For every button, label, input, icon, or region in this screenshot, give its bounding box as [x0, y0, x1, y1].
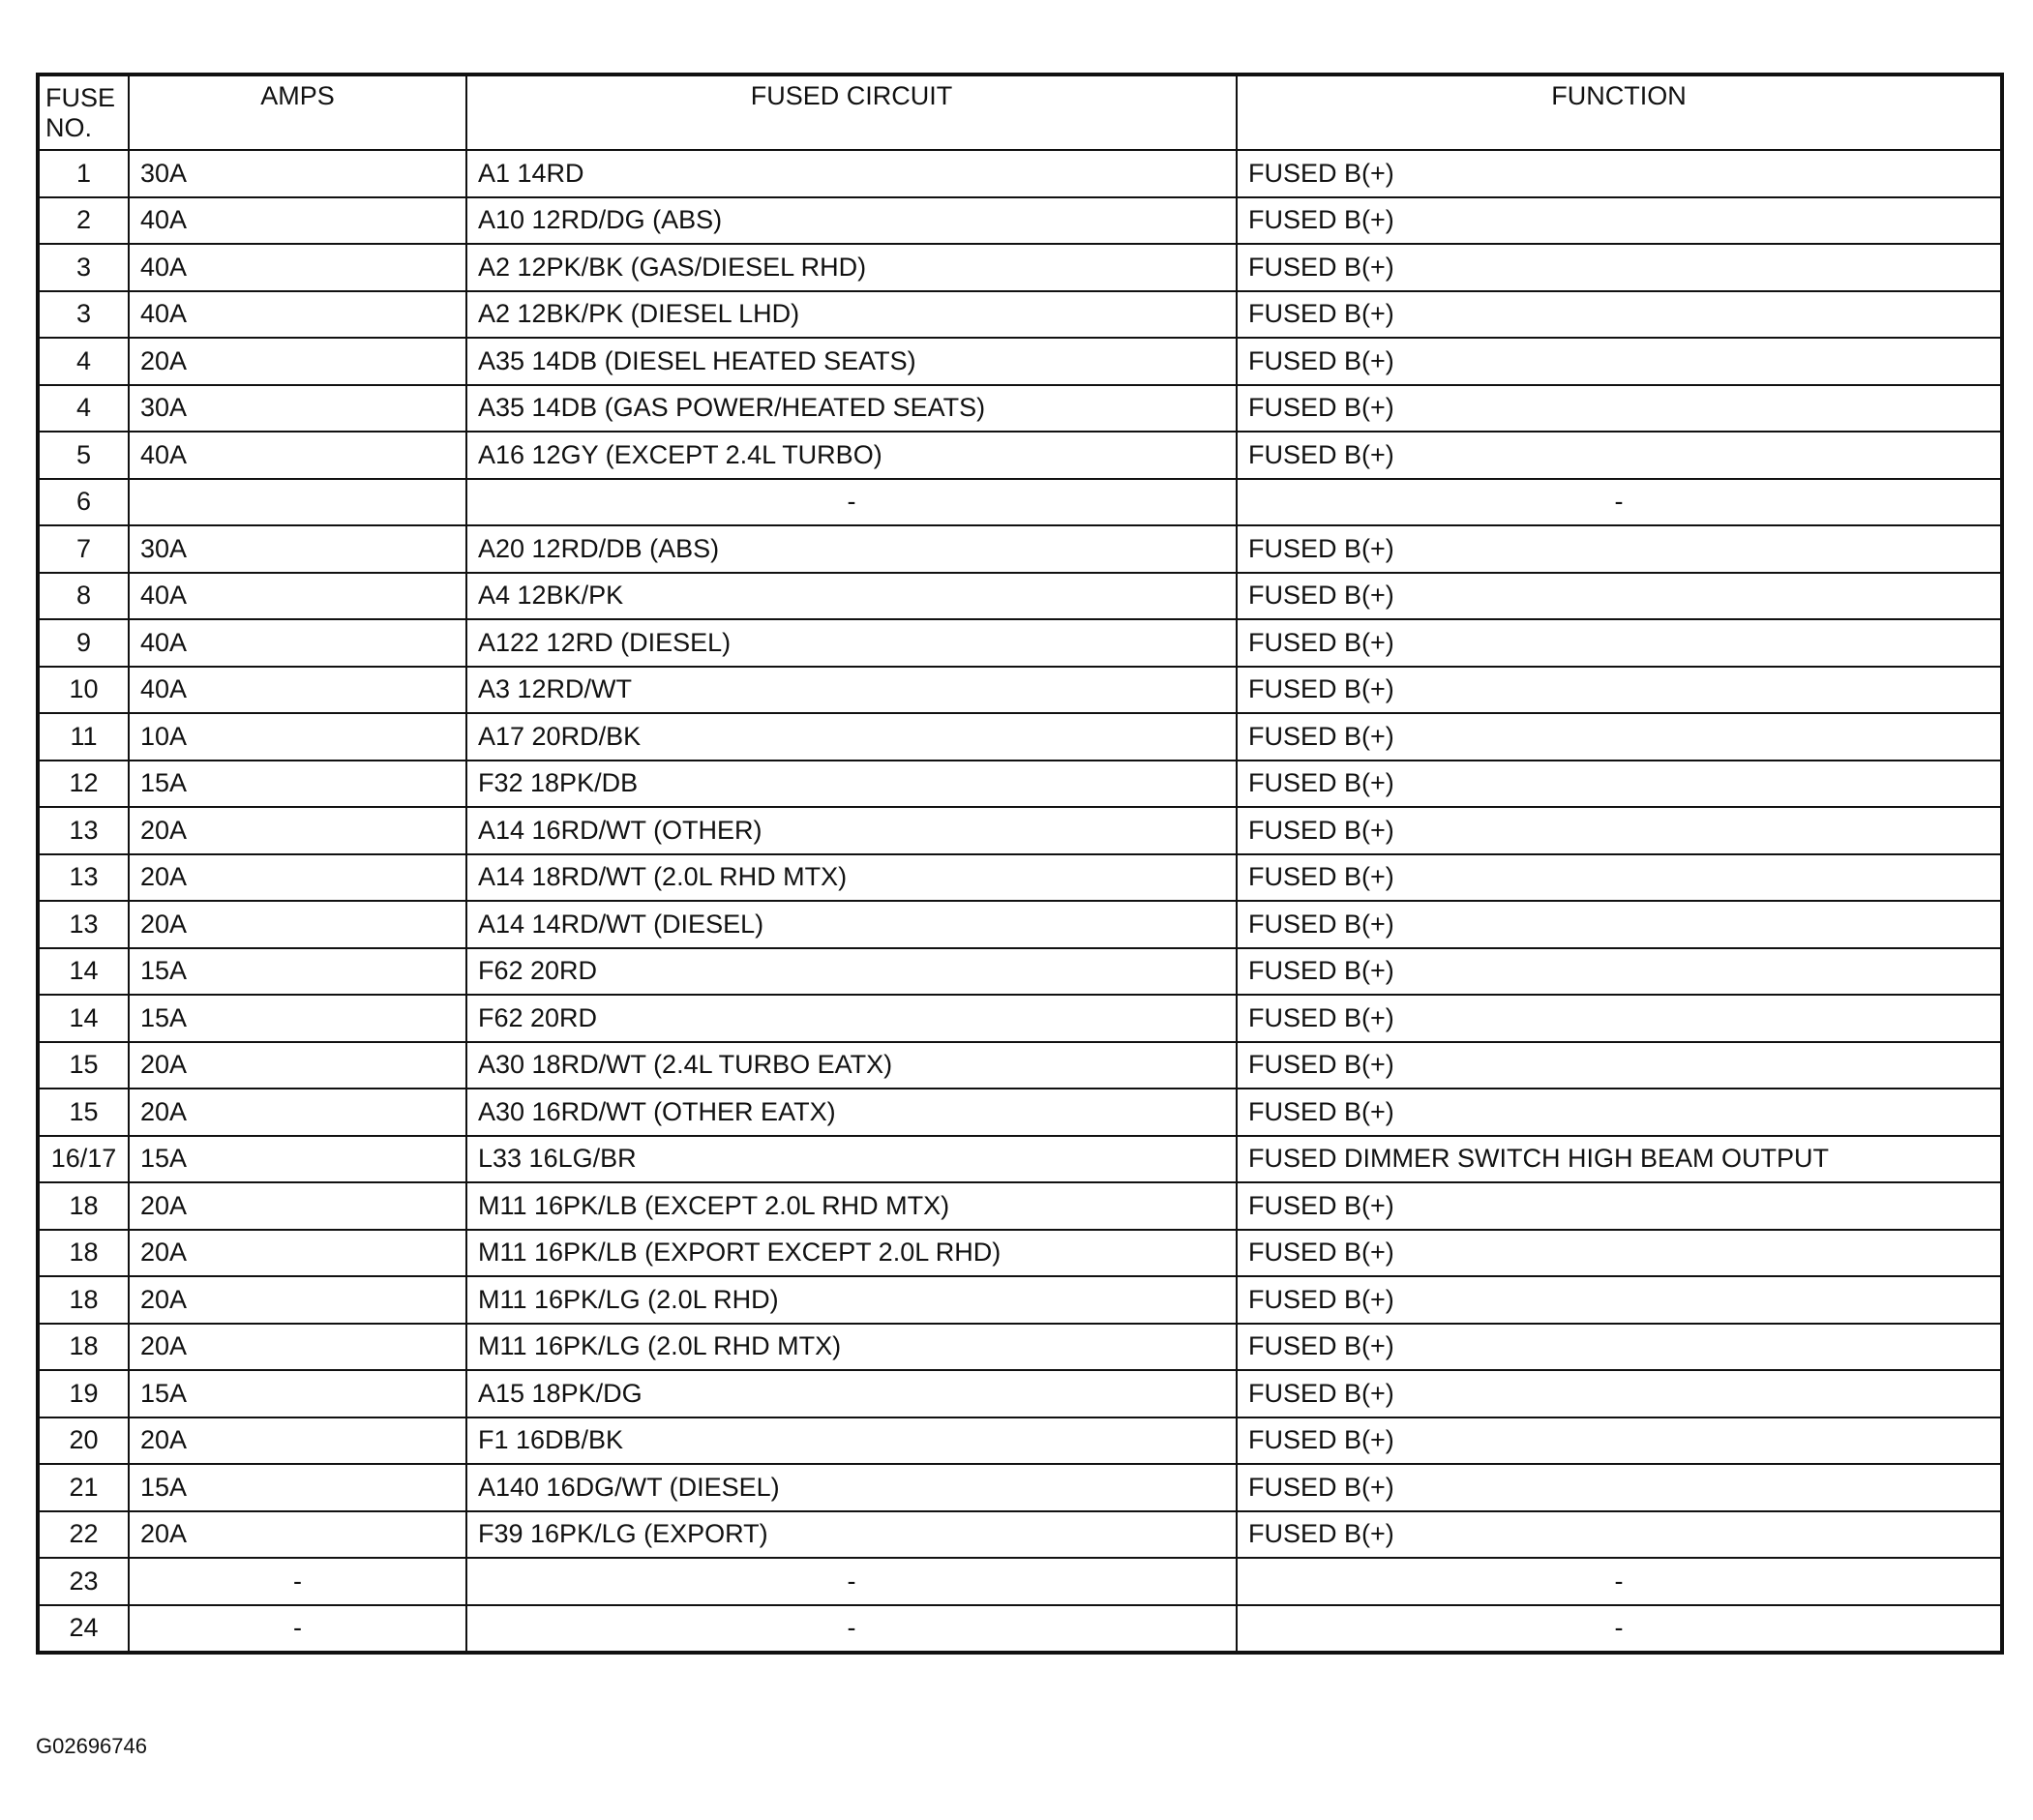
- cell-amps: 40A: [129, 573, 466, 620]
- cell-fused-circuit: A35 14DB (DIESEL HEATED SEATS): [466, 338, 1237, 385]
- cell-function: -: [1237, 479, 2002, 526]
- cell-function: FUSED B(+): [1237, 619, 2002, 667]
- cell-function: FUSED B(+): [1237, 150, 2002, 197]
- table-row: [38, 995, 2002, 1042]
- table-row: [38, 1417, 2002, 1465]
- cell-function: FUSED B(+): [1237, 291, 2002, 339]
- cell-amps: 20A: [129, 1417, 466, 1465]
- cell-fuse-no: 24: [38, 1605, 129, 1654]
- cell-fused-circuit: L33 16LG/BR: [466, 1136, 1237, 1183]
- cell-fused-circuit: -: [466, 479, 1237, 526]
- cell-function: FUSED B(+): [1237, 197, 2002, 245]
- cell-fuse-no: 20: [38, 1417, 129, 1465]
- cell-amps: 20A: [129, 1182, 466, 1230]
- figure-id: G02696746: [36, 1734, 147, 1758]
- cell-amps: 40A: [129, 432, 466, 479]
- cell-amps: 40A: [129, 291, 466, 339]
- header-function: FUNCTION: [1237, 75, 2002, 150]
- cell-fused-circuit: A30 16RD/WT (OTHER EATX): [466, 1089, 1237, 1136]
- cell-function: FUSED B(+): [1237, 338, 2002, 385]
- cell-function: FUSED B(+): [1237, 761, 2002, 808]
- table-row: [38, 1370, 2002, 1417]
- cell-function: FUSED B(+): [1237, 1182, 2002, 1230]
- cell-function: FUSED B(+): [1237, 432, 2002, 479]
- table-row: [38, 1464, 2002, 1511]
- cell-fused-circuit: A3 12RD/WT: [466, 667, 1237, 714]
- header-row: [38, 75, 2002, 150]
- cell-amps: 30A: [129, 150, 466, 197]
- cell-fuse-no: 2: [38, 197, 129, 245]
- cell-function: FUSED B(+): [1237, 1089, 2002, 1136]
- cell-amps: 40A: [129, 619, 466, 667]
- cell-fuse-no: 18: [38, 1182, 129, 1230]
- cell-amps: 20A: [129, 338, 466, 385]
- cell-fused-circuit: M11 16PK/LB (EXPORT EXCEPT 2.0L RHD): [466, 1230, 1237, 1277]
- cell-fuse-no: 13: [38, 807, 129, 854]
- cell-amps: 15A: [129, 948, 466, 996]
- cell-fuse-no: 18: [38, 1276, 129, 1324]
- cell-amps: 20A: [129, 1324, 466, 1371]
- cell-fused-circuit: F32 18PK/DB: [466, 761, 1237, 808]
- header-fused-circuit: FUSED CIRCUIT: [466, 75, 1237, 150]
- table-row: [38, 1042, 2002, 1089]
- cell-function: FUSED B(+): [1237, 1511, 2002, 1559]
- cell-fused-circuit: A20 12RD/DB (ABS): [466, 525, 1237, 573]
- cell-function: FUSED B(+): [1237, 1276, 2002, 1324]
- cell-fused-circuit: A122 12RD (DIESEL): [466, 619, 1237, 667]
- cell-fuse-no: 22: [38, 1511, 129, 1559]
- table-body: [38, 150, 2002, 1653]
- cell-amps: 30A: [129, 385, 466, 433]
- cell-amps: 15A: [129, 995, 466, 1042]
- cell-fused-circuit: F1 16DB/BK: [466, 1417, 1237, 1465]
- table-row: [38, 1605, 2002, 1654]
- cell-fused-circuit: A4 12BK/PK: [466, 573, 1237, 620]
- table-row: [38, 854, 2002, 902]
- cell-amps: 20A: [129, 901, 466, 948]
- table-row: [38, 385, 2002, 433]
- table-row: [38, 432, 2002, 479]
- cell-fuse-no: 11: [38, 713, 129, 761]
- table-row: [38, 291, 2002, 339]
- cell-amps: -: [129, 1558, 466, 1605]
- header-fuse-no-line2: NO.: [45, 113, 93, 143]
- cell-fuse-no: 14: [38, 948, 129, 996]
- cell-fuse-no: 12: [38, 761, 129, 808]
- cell-amps: 15A: [129, 1136, 466, 1183]
- cell-function: -: [1237, 1605, 2002, 1654]
- cell-amps: 20A: [129, 807, 466, 854]
- cell-amps: 15A: [129, 1370, 466, 1417]
- table-row: [38, 1558, 2002, 1605]
- cell-fused-circuit: M11 16PK/LG (2.0L RHD MTX): [466, 1324, 1237, 1371]
- cell-function: FUSED B(+): [1237, 807, 2002, 854]
- table-row: [38, 948, 2002, 996]
- cell-fused-circuit: A16 12GY (EXCEPT 2.4L TURBO): [466, 432, 1237, 479]
- cell-fuse-no: 15: [38, 1089, 129, 1136]
- table-row: [38, 1324, 2002, 1371]
- cell-fused-circuit: A14 16RD/WT (OTHER): [466, 807, 1237, 854]
- cell-fused-circuit: M11 16PK/LB (EXCEPT 2.0L RHD MTX): [466, 1182, 1237, 1230]
- cell-fuse-no: 14: [38, 995, 129, 1042]
- cell-amps: 20A: [129, 854, 466, 902]
- cell-fused-circuit: -: [466, 1558, 1237, 1605]
- cell-fused-circuit: M11 16PK/LG (2.0L RHD): [466, 1276, 1237, 1324]
- cell-fused-circuit: A10 12RD/DG (ABS): [466, 197, 1237, 245]
- cell-amps: 10A: [129, 713, 466, 761]
- cell-fuse-no: 4: [38, 385, 129, 433]
- cell-amps: 20A: [129, 1089, 466, 1136]
- table-row: [38, 1136, 2002, 1183]
- cell-fuse-no: 3: [38, 291, 129, 339]
- table-row: [38, 573, 2002, 620]
- cell-amps: 40A: [129, 667, 466, 714]
- fuse-table: [36, 73, 2004, 1655]
- cell-function: FUSED B(+): [1237, 854, 2002, 902]
- cell-function: FUSED B(+): [1237, 667, 2002, 714]
- cell-fused-circuit: A14 18RD/WT (2.0L RHD MTX): [466, 854, 1237, 902]
- table-row: [38, 901, 2002, 948]
- cell-fuse-no: 10: [38, 667, 129, 714]
- table-header: [38, 75, 2002, 150]
- cell-fuse-no: 16/17: [38, 1136, 129, 1183]
- cell-fuse-no: 15: [38, 1042, 129, 1089]
- cell-fuse-no: 21: [38, 1464, 129, 1511]
- cell-fused-circuit: F39 16PK/LG (EXPORT): [466, 1511, 1237, 1559]
- cell-function: FUSED B(+): [1237, 1042, 2002, 1089]
- table-row: [38, 619, 2002, 667]
- cell-function: FUSED B(+): [1237, 525, 2002, 573]
- cell-fused-circuit: A14 14RD/WT (DIESEL): [466, 901, 1237, 948]
- cell-fuse-no: 18: [38, 1324, 129, 1371]
- table-row: [38, 713, 2002, 761]
- cell-fuse-no: 1: [38, 150, 129, 197]
- cell-fuse-no: 18: [38, 1230, 129, 1277]
- cell-fuse-no: 5: [38, 432, 129, 479]
- table-row: [38, 1276, 2002, 1324]
- cell-amps: 20A: [129, 1230, 466, 1277]
- cell-amps: 15A: [129, 761, 466, 808]
- cell-fuse-no: 23: [38, 1558, 129, 1605]
- cell-function: -: [1237, 1558, 2002, 1605]
- cell-amps: 20A: [129, 1511, 466, 1559]
- cell-fused-circuit: A15 18PK/DG: [466, 1370, 1237, 1417]
- table-row: [38, 1182, 2002, 1230]
- cell-function: FUSED B(+): [1237, 1464, 2002, 1511]
- table-row: [38, 667, 2002, 714]
- header-fuse-no: [38, 75, 129, 150]
- table-row: [38, 150, 2002, 197]
- cell-fused-circuit: A140 16DG/WT (DIESEL): [466, 1464, 1237, 1511]
- table-row: [38, 197, 2002, 245]
- cell-fuse-no: 13: [38, 854, 129, 902]
- cell-fuse-no: 7: [38, 525, 129, 573]
- cell-amps: 20A: [129, 1276, 466, 1324]
- table-row: [38, 525, 2002, 573]
- cell-fused-circuit: A2 12PK/BK (GAS/DIESEL RHD): [466, 244, 1237, 291]
- cell-amps: 15A: [129, 1464, 466, 1511]
- cell-fused-circuit: A30 18RD/WT (2.4L TURBO EATX): [466, 1042, 1237, 1089]
- cell-fused-circuit: F62 20RD: [466, 948, 1237, 996]
- table-row: [38, 1511, 2002, 1559]
- cell-fused-circuit: A1 14RD: [466, 150, 1237, 197]
- table-row: [38, 1230, 2002, 1277]
- cell-amps: 20A: [129, 1042, 466, 1089]
- cell-function: FUSED B(+): [1237, 901, 2002, 948]
- cell-amps: 30A: [129, 525, 466, 573]
- table-row: [38, 761, 2002, 808]
- cell-fuse-no: 3: [38, 244, 129, 291]
- cell-function: FUSED B(+): [1237, 995, 2002, 1042]
- cell-fuse-no: 8: [38, 573, 129, 620]
- cell-function: FUSED DIMMER SWITCH HIGH BEAM OUTPUT: [1237, 1136, 2002, 1183]
- cell-fuse-no: 19: [38, 1370, 129, 1417]
- cell-function: FUSED B(+): [1237, 385, 2002, 433]
- table-row: [38, 338, 2002, 385]
- cell-fuse-no: 9: [38, 619, 129, 667]
- cell-function: FUSED B(+): [1237, 573, 2002, 620]
- cell-function: FUSED B(+): [1237, 1370, 2002, 1417]
- cell-amps: 40A: [129, 197, 466, 245]
- cell-function: FUSED B(+): [1237, 1230, 2002, 1277]
- table-row: [38, 479, 2002, 526]
- cell-fused-circuit: F62 20RD: [466, 995, 1237, 1042]
- cell-fused-circuit: A2 12BK/PK (DIESEL LHD): [466, 291, 1237, 339]
- header-amps: AMPS: [129, 75, 466, 150]
- cell-amps: [129, 479, 466, 526]
- cell-amps: 40A: [129, 244, 466, 291]
- cell-function: FUSED B(+): [1237, 244, 2002, 291]
- cell-fused-circuit: A17 20RD/BK: [466, 713, 1237, 761]
- cell-fuse-no: 6: [38, 479, 129, 526]
- cell-function: FUSED B(+): [1237, 948, 2002, 996]
- header-fuse-no-line1: FUSE: [45, 83, 116, 112]
- table-row: [38, 807, 2002, 854]
- cell-function: FUSED B(+): [1237, 1417, 2002, 1465]
- table-row: [38, 244, 2002, 291]
- cell-fused-circuit: A35 14DB (GAS POWER/HEATED SEATS): [466, 385, 1237, 433]
- cell-fuse-no: 4: [38, 338, 129, 385]
- cell-amps: -: [129, 1605, 466, 1654]
- cell-fused-circuit: -: [466, 1605, 1237, 1654]
- cell-function: FUSED B(+): [1237, 713, 2002, 761]
- table-row: [38, 1089, 2002, 1136]
- cell-function: FUSED B(+): [1237, 1324, 2002, 1371]
- cell-fuse-no: 13: [38, 901, 129, 948]
